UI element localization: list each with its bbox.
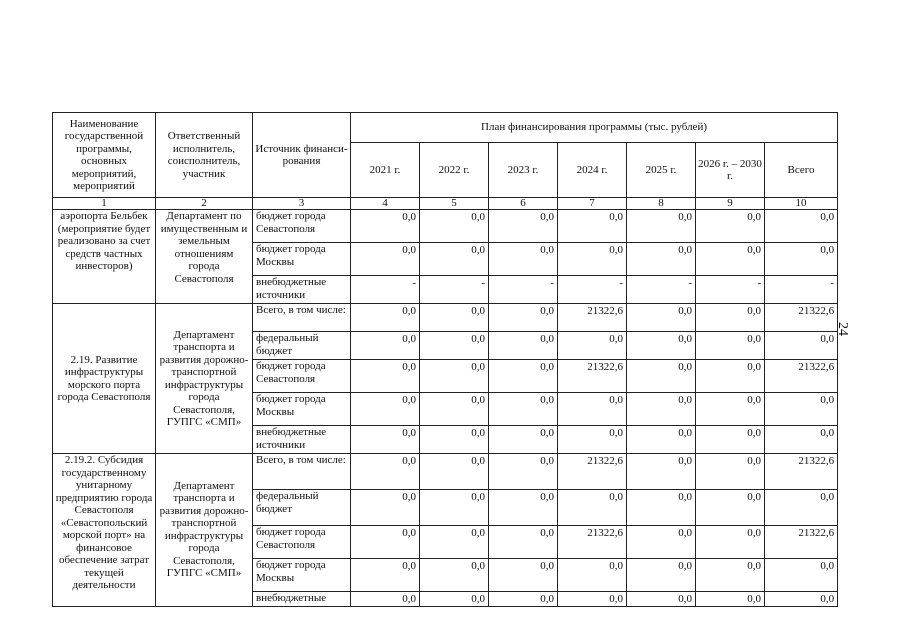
amount-cell: 0,0 [558, 559, 627, 592]
col-number: 1 [53, 198, 156, 210]
funding-source: федеральный бюджет [253, 332, 351, 360]
amount-cell: 0,0 [696, 243, 765, 276]
amount-cell: 0,0 [696, 332, 765, 360]
amount-cell: 0,0 [420, 393, 489, 426]
amount-cell: 0,0 [420, 559, 489, 592]
amount-cell: 0,0 [627, 490, 696, 526]
amount-cell: 0,0 [489, 592, 558, 607]
amount-cell: 0,0 [765, 592, 838, 607]
amount-cell: - [627, 276, 696, 304]
amount-cell: - [351, 276, 420, 304]
funding-source: внебюджетные источники [253, 276, 351, 304]
amount-cell: 0,0 [696, 426, 765, 454]
table-body [53, 210, 838, 607]
col-number: 3 [253, 198, 351, 210]
amount-cell: 0,0 [351, 393, 420, 426]
amount-cell: 21322,6 [558, 454, 627, 490]
amount-cell: 0,0 [489, 559, 558, 592]
amount-cell: 0,0 [489, 393, 558, 426]
amount-cell: 0,0 [420, 426, 489, 454]
header-plan-title: План финансирования программы (тыс. рублей) [351, 113, 838, 143]
amount-cell: 0,0 [627, 592, 696, 607]
amount-cell: 0,0 [351, 490, 420, 526]
funding-source: Всего, в том числе: [253, 454, 351, 490]
amount-cell: 0,0 [489, 332, 558, 360]
measure-name: аэропорта Бельбек (мероприятие будет реализовано за счет средств частных инвесторов) [53, 210, 156, 304]
header-year-2022: 2022 г. [420, 143, 489, 198]
amount-cell: 0,0 [696, 559, 765, 592]
amount-cell: 0,0 [489, 490, 558, 526]
funding-source: бюджет города Севастополя [253, 210, 351, 243]
amount-cell: 0,0 [420, 332, 489, 360]
amount-cell: 0,0 [558, 426, 627, 454]
amount-cell: - [420, 276, 489, 304]
funding-source: бюджет города Севастополя [253, 526, 351, 559]
amount-cell: 0,0 [351, 304, 420, 332]
funding-source: внебюджетные [253, 592, 351, 607]
col-number: 4 [351, 198, 420, 210]
amount-cell: 0,0 [351, 559, 420, 592]
amount-cell: 0,0 [420, 454, 489, 490]
amount-cell: 0,0 [489, 454, 558, 490]
amount-cell: - [489, 276, 558, 304]
header-source: Источник финанси-рования [253, 113, 351, 198]
executor-name: Департамент по имущественным и земельным отношениям города Севастополя [156, 210, 253, 304]
executor-name: Департамент транспорта и развития дорожно-транспортной инфраструктуры города Севастополя, ГУПГС «СМП» [156, 454, 253, 607]
amount-cell: 21322,6 [558, 360, 627, 393]
amount-cell: 0,0 [627, 304, 696, 332]
amount-cell: 0,0 [765, 559, 838, 592]
amount-cell: 0,0 [696, 210, 765, 243]
page-number: 24 [835, 322, 850, 336]
amount-cell: 0,0 [351, 332, 420, 360]
amount-cell: 0,0 [420, 360, 489, 393]
header-year-2026-2030: 2026 г. – 2030 г. [696, 143, 765, 198]
amount-cell: 0,0 [558, 243, 627, 276]
amount-cell: 21322,6 [558, 304, 627, 332]
amount-cell: - [558, 276, 627, 304]
amount-cell: 0,0 [765, 243, 838, 276]
col-number: 6 [489, 198, 558, 210]
col-number: 7 [558, 198, 627, 210]
header-year-2021: 2021 г. [351, 143, 420, 198]
amount-cell: 0,0 [696, 304, 765, 332]
funding-source: бюджет города Севастополя [253, 360, 351, 393]
amount-cell: 0,0 [627, 559, 696, 592]
amount-cell: 0,0 [420, 210, 489, 243]
amount-cell: 0,0 [351, 243, 420, 276]
amount-cell: 0,0 [765, 332, 838, 360]
amount-cell: 0,0 [558, 592, 627, 607]
funding-source: бюджет города Москвы [253, 559, 351, 592]
measure-name: 2.19. Развитие инфраструктуры морского порта города Севастополя [53, 304, 156, 454]
amount-cell: 0,0 [696, 490, 765, 526]
amount-cell: 0,0 [558, 393, 627, 426]
amount-cell: 0,0 [627, 210, 696, 243]
amount-cell: 21322,6 [765, 454, 838, 490]
amount-cell: 21322,6 [765, 360, 838, 393]
amount-cell: 0,0 [696, 592, 765, 607]
financing-table [52, 112, 838, 607]
amount-cell: 0,0 [696, 393, 765, 426]
amount-cell: 0,0 [420, 304, 489, 332]
amount-cell: 0,0 [351, 592, 420, 607]
amount-cell: 21322,6 [765, 304, 838, 332]
funding-source: федеральный бюджет [253, 490, 351, 526]
funding-source: Всего, в том числе: [253, 304, 351, 332]
amount-cell: 0,0 [627, 393, 696, 426]
amount-cell: 0,0 [558, 210, 627, 243]
amount-cell: 0,0 [765, 210, 838, 243]
amount-cell: 0,0 [558, 332, 627, 360]
amount-cell: 0,0 [627, 243, 696, 276]
amount-cell: 0,0 [765, 490, 838, 526]
header-year-2024: 2024 г. [558, 143, 627, 198]
col-number: 8 [627, 198, 696, 210]
amount-cell: 0,0 [420, 243, 489, 276]
amount-cell: 0,0 [489, 304, 558, 332]
amount-cell: 0,0 [696, 454, 765, 490]
amount-cell: 0,0 [627, 426, 696, 454]
amount-cell: 0,0 [627, 360, 696, 393]
amount-cell: 0,0 [489, 210, 558, 243]
amount-cell: 0,0 [489, 426, 558, 454]
amount-cell: 0,0 [627, 526, 696, 559]
amount-cell: 0,0 [351, 210, 420, 243]
amount-cell: - [765, 276, 838, 304]
funding-source: внебюджетные источники [253, 426, 351, 454]
amount-cell: 0,0 [489, 526, 558, 559]
funding-source: бюджет города Москвы [253, 393, 351, 426]
col-number: 10 [765, 198, 838, 210]
header-year-2025: 2025 г. [627, 143, 696, 198]
amount-cell: 21322,6 [765, 526, 838, 559]
amount-cell: 0,0 [489, 360, 558, 393]
funding-source: бюджет города Москвы [253, 243, 351, 276]
amount-cell: 0,0 [627, 332, 696, 360]
col-number: 2 [156, 198, 253, 210]
table-row [53, 304, 838, 332]
header-name: Наименование государственной программы, основных мероприятий, мероприятий [53, 113, 156, 198]
amount-cell: 0,0 [420, 490, 489, 526]
table-row [53, 210, 838, 243]
amount-cell: 0,0 [489, 243, 558, 276]
measure-name: 2.19.2. Субсидия государственному унитарному предприятию города Севастополя «Севастопольский морской порт» на финансовое обеспечение затрат текущей деятельности [53, 454, 156, 607]
header-year-2023: 2023 г. [489, 143, 558, 198]
amount-cell: - [696, 276, 765, 304]
amount-cell: 0,0 [765, 426, 838, 454]
amount-cell: 0,0 [420, 592, 489, 607]
col-number: 5 [420, 198, 489, 210]
amount-cell: 0,0 [420, 526, 489, 559]
amount-cell: 21322,6 [558, 526, 627, 559]
header-executor: Ответственный исполнитель, соисполнитель, участник [156, 113, 253, 198]
amount-cell: 0,0 [696, 526, 765, 559]
amount-cell: 0,0 [351, 526, 420, 559]
amount-cell: 0,0 [351, 426, 420, 454]
header-total: Всего [765, 143, 838, 198]
amount-cell: 0,0 [765, 393, 838, 426]
table-row [53, 454, 838, 490]
amount-cell: 0,0 [351, 360, 420, 393]
amount-cell: 0,0 [351, 454, 420, 490]
amount-cell: 0,0 [558, 490, 627, 526]
col-number: 9 [696, 198, 765, 210]
executor-name: Департамент транспорта и развития дорожно-транспортной инфраструктуры города Севастополя, ГУПГС «СМП» [156, 304, 253, 454]
amount-cell: 0,0 [627, 454, 696, 490]
amount-cell: 0,0 [696, 360, 765, 393]
